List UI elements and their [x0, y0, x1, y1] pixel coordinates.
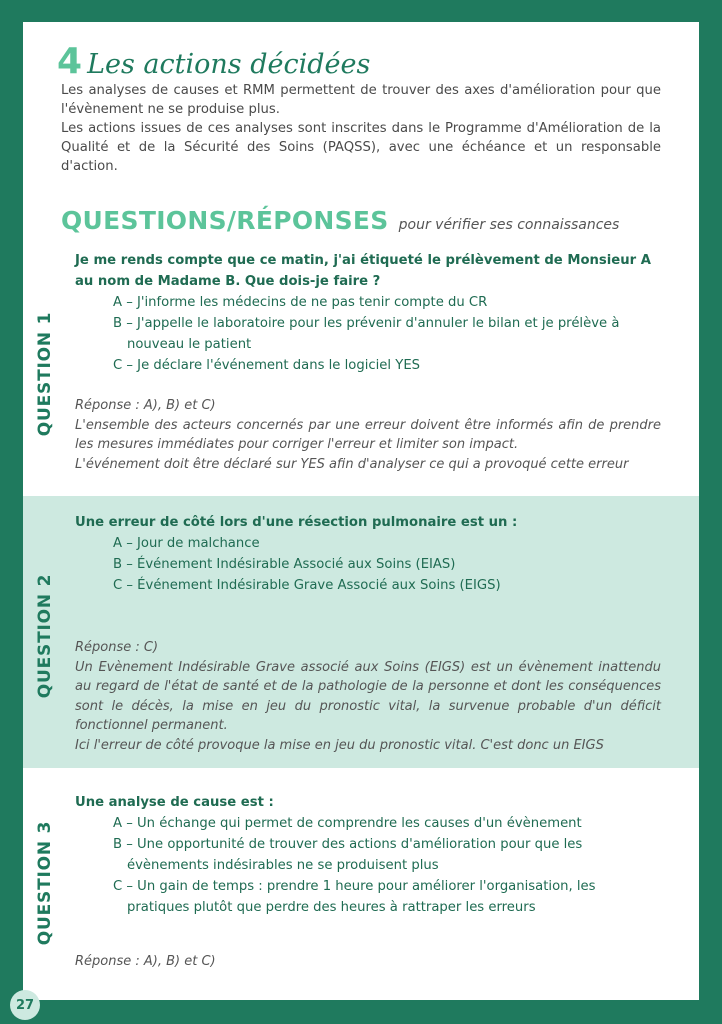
option-c: C – Événement Indésirable Grave Associé aux Soins (EIGS) [113, 578, 501, 593]
intro-paragraph-2: Les actions issues de ces analyses sont inscrites dans le Programme d'Amélioration de la Qualité et de la Sécurité des Soins (PAQSS), avec une échéance et un responsable d'action. [61, 121, 661, 174]
option-a: A – J'informe les médecins de ne pas tenir compte du CR [113, 295, 488, 310]
option-a: A – Un échange qui permet de comprendre les causes d'un évènement [113, 816, 582, 831]
question-3-answer [75, 952, 661, 972]
section-title: Les actions décidées [87, 49, 371, 80]
option-c: C – Un gain de temps : prendre 1 heure pour améliorer l'organisation, les pratiques plutôt que perdre des heures à rattraper les erreurs [113, 879, 596, 915]
question-2-label: QUESTION 2 [35, 573, 55, 699]
explanation-1: L'ensemble des acteurs concernés par une erreur doivent être informés afin de prendre les mesures immédiates pour corriger l'erreur et limiter son impact. [75, 417, 661, 452]
option-b: B – Une opportunité de trouver des actions d'amélioration pour que les évènements indésirables ne se produisent plus [113, 837, 583, 873]
intro-text [61, 81, 661, 176]
page-number: 27 [10, 990, 40, 1020]
section-heading [57, 41, 371, 82]
question-1-label: QUESTION 1 [35, 311, 55, 437]
question-3-block [23, 768, 699, 1000]
intro-paragraph-1: Les analyses de causes et RMM permettent de trouver des axes d'amélioration pour que l'évènement ne se produise plus. [61, 83, 661, 117]
question-2-answer [75, 638, 661, 755]
explanation-1: Un Evènement Indésirable Grave associé aux Soins (EIGS) est un évènement inattendu au regard de l'état de santé et de la pathologie de la personne et dont les conséquences sont le décès, la mise en jeu du pronostic vital, la survenue probable d'un déficit fonctionnel permanent. [75, 659, 661, 733]
answer-line: Réponse : C) [75, 640, 159, 655]
question-1-text: Je me rends compte que ce matin, j'ai étiqueté le prélèvement de Monsieur A au nom de Madame B. Que dois-je faire ? [75, 253, 651, 289]
question-2-block [23, 496, 699, 768]
answer-line: Réponse : A), B) et C) [75, 398, 216, 413]
option-b: B – J'appelle le laboratoire pour les prévenir d'annuler le bilan et je prélève à nouveau le patient [113, 316, 620, 352]
question-3-text: Une analyse de cause est : [75, 795, 274, 810]
qa-subtitle: pour vérifier ses connaissances [398, 217, 620, 233]
question-1-block [23, 244, 699, 496]
section-number: 4 [57, 41, 82, 82]
explanation-2: Ici l'erreur de côté provoque la mise en jeu du pronostic vital. C'est donc un EIGS [75, 737, 604, 753]
question-3-label: QUESTION 3 [35, 820, 55, 946]
question-1-content [75, 250, 661, 474]
page [23, 22, 699, 1000]
option-b: B – Événement Indésirable Associé aux Soins (EIAS) [113, 557, 456, 572]
option-c: C – Je déclare l'événement dans le logiciel YES [113, 358, 421, 373]
question-2-options [75, 533, 661, 596]
question-2-text: Une erreur de côté lors d'une résection pulmonaire est un : [75, 515, 518, 530]
explanation-2: L'événement doit être déclaré sur YES afin d'analyser ce qui a provoqué cette erreur [75, 456, 629, 472]
question-1-answer [75, 396, 661, 474]
question-3-content [75, 792, 661, 972]
question-3-options [75, 813, 661, 918]
answer-line: Réponse : A), B) et C) [75, 954, 216, 969]
option-a: A – Jour de malchance [113, 536, 260, 551]
question-1-options [75, 292, 661, 376]
qa-heading [61, 206, 619, 235]
question-2-content [75, 512, 661, 755]
qa-title: QUESTIONS/RÉPONSES [61, 206, 389, 235]
